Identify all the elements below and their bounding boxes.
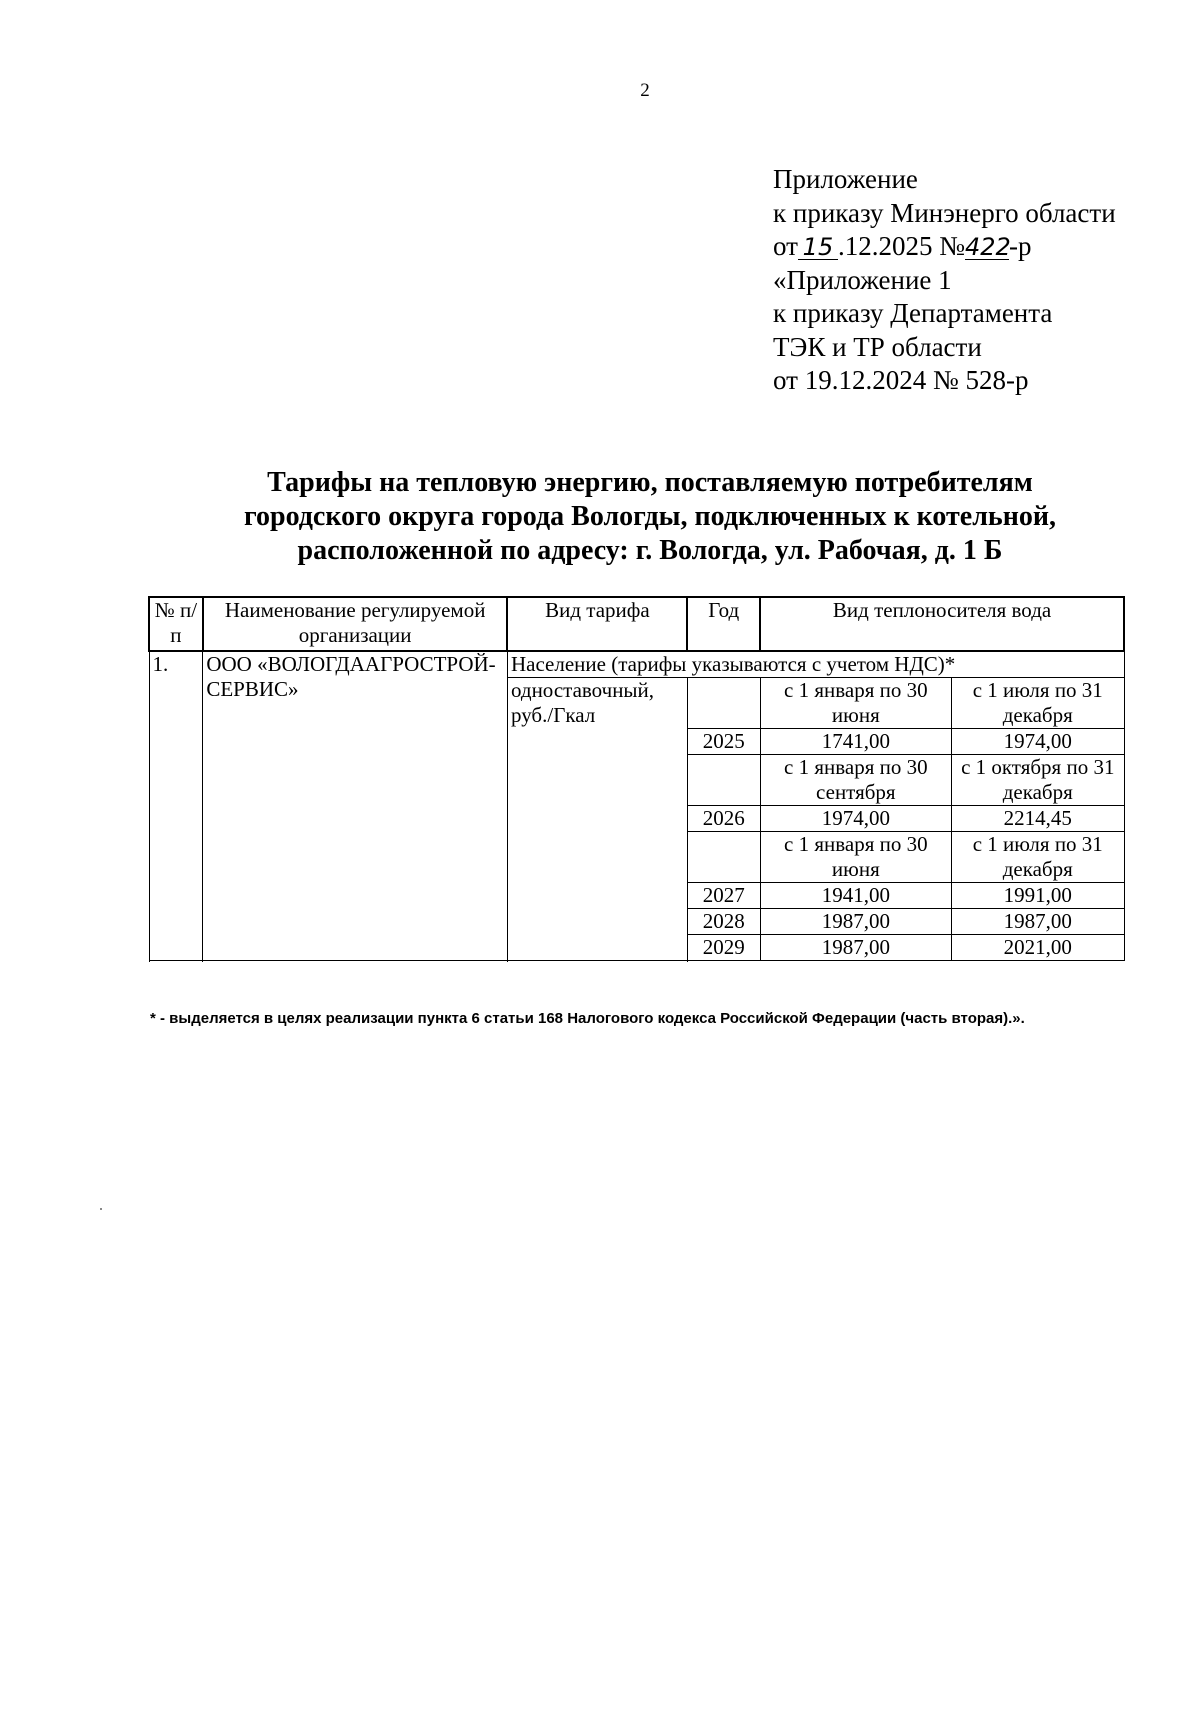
year-cell: 2026	[687, 806, 760, 832]
value-cell: 1941,00	[760, 883, 951, 909]
document-title	[150, 466, 1150, 568]
value-cell: 1987,00	[760, 909, 951, 935]
appendix-line-2: к приказу Минэнерго области	[773, 197, 1116, 228]
value-cell: 1987,00	[952, 909, 1124, 935]
footnote	[150, 1010, 1025, 1027]
org-name: ООО «ВОЛОГДААГРОСТРОЙ-СЕРВИС»	[203, 651, 508, 961]
appendix-date-mid: .12.2025 №	[837, 231, 965, 261]
period-cell: с 1 июля по 31 декабря	[952, 678, 1124, 729]
appendix-date-suffix: -р	[1008, 231, 1032, 261]
year-cell: 2027	[687, 883, 760, 909]
appendix-date-prefix: от	[773, 231, 798, 261]
value-cell: 2021,00	[952, 935, 1124, 961]
period-cell: с 1 июля по 31 декабря	[952, 832, 1124, 883]
appendix-line-3	[773, 230, 1116, 264]
title-line-2: городского округа города Вологды, подключенных к котельной,	[243, 501, 1056, 532]
period-cell: с 1 января по 30 июня	[760, 678, 951, 729]
handwritten-order-number: 422	[964, 233, 1011, 261]
year-cell-empty	[687, 832, 760, 883]
page-number: 2	[640, 80, 650, 101]
header-carrier: Вид теплоносителя вода	[760, 597, 1124, 651]
value-cell: 1974,00	[952, 729, 1124, 755]
period-cell: с 1 января по 30 июня	[760, 832, 951, 883]
row-num: 1.	[149, 651, 203, 961]
value-cell: 1974,00	[760, 806, 951, 832]
appendix-line-6: ТЭК и ТР области	[773, 331, 982, 362]
appendix-line-7: от 19.12.2024 № 528-р	[773, 365, 1029, 395]
header-year: Год	[687, 597, 760, 651]
year-cell-empty	[687, 678, 760, 729]
population-note: Население (тарифы указываются с учетом НДС)*	[507, 651, 1124, 678]
appendix-line-1: Приложение	[773, 164, 918, 194]
table-header-row	[149, 597, 1124, 651]
period-cell: с 1 октября по 31 декабря	[952, 755, 1124, 806]
handwritten-day: 15	[798, 235, 838, 260]
value-cell: 1741,00	[760, 729, 951, 755]
title-line-3: расположенной по адресу: г. Вологда, ул. Рабочая, д. 1 Б	[297, 535, 1003, 566]
year-cell: 2028	[687, 909, 760, 935]
title-line-1: Тарифы на тепловую энергию, поставляемую потребителям	[267, 467, 1033, 498]
period-cell: с 1 января по 30 сентября	[760, 755, 951, 806]
header-org: Наименование регулируемой организации	[203, 597, 508, 651]
footnote-mark: *	[150, 1010, 156, 1027]
appendix-block	[773, 163, 1116, 398]
table-row	[149, 651, 1124, 678]
scan-speck	[100, 1208, 102, 1210]
value-cell: 2214,45	[952, 806, 1124, 832]
year-cell: 2029	[687, 935, 760, 961]
footnote-text: - выделяется в целях реализации пункта 6 статьи 168 Налогового кодекса Российской Федерации (часть вторая).».	[155, 1010, 1025, 1027]
appendix-line-4: «Приложение 1	[773, 264, 952, 295]
year-cell-empty	[687, 755, 760, 806]
year-cell: 2025	[687, 729, 760, 755]
tariff-kind: одноставочный, руб./Гкал	[507, 678, 687, 961]
header-num: № п/п	[149, 597, 203, 651]
tariff-table	[148, 596, 1125, 961]
value-cell: 1987,00	[760, 935, 951, 961]
appendix-line-5: к приказу Департамента	[773, 298, 1053, 328]
header-tariff-type: Вид тарифа	[507, 597, 687, 651]
value-cell: 1991,00	[952, 883, 1124, 909]
